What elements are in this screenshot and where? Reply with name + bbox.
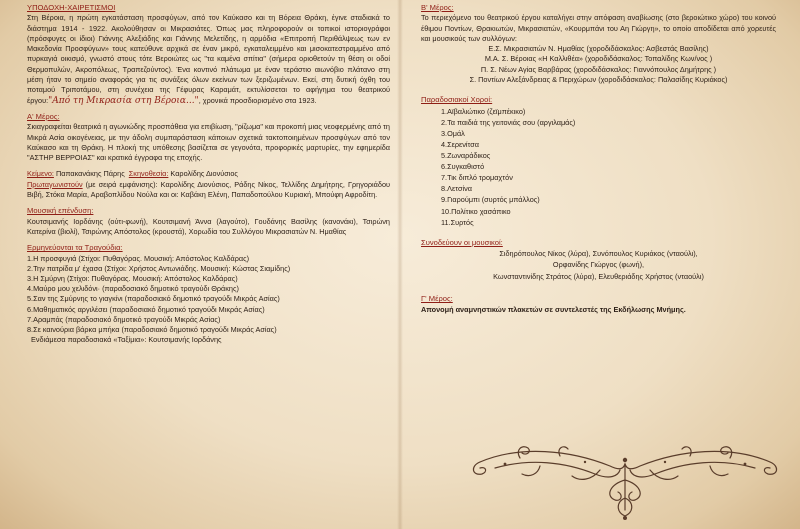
- music-text: Κουτσιμανής Ιορδάνης (ούτι-φωνή), Κουτσιμανή Άννα (λαγούτο), Γουδάνης Βασίλης (κανονάκι), Τσιρώνη Κατερίνα (βιολί), Τσιρώνης Απόστολος (κρουστά), Χορωδία του Συλλόγου Μικρασιατών Ν. Ημαθίας: [27, 216, 390, 236]
- welcome-section: [27, 3, 390, 106]
- list-item: Μ.Α. Σ. Βέροιας «Η Καλλιθέα» (χοροδιδάσκαλος: Τοπαλίδης Κων/νος ): [484, 54, 713, 64]
- credits-line: [27, 169, 390, 179]
- part-c-section: [421, 294, 776, 315]
- cast-list: (με σειρά εμφάνισης): Καρολίδης Διονύσιος, Ράδης Νίκος, Τελλίδης Δημήτρης, Γρηγοριάδου Βιβή, Στόκα Μαρία, Αραβοπλίδου Νούλα και οι: Καβάκη Ελένη, Παπαδοπούλου Κυριακή, Μπούφη Αφροδίτη.: [27, 179, 391, 200]
- welcome-text-b: , χρονικά προσδιορισμένο στα 1923.: [198, 95, 317, 105]
- dances-list: [421, 106, 776, 228]
- welcome-text-a: Στη Βέροια, η πρώτη εγκατάσταση προσφύγων, από τον Καύκασο και τη Βόρεια Θράκη, έγινε σταδιακά το διάστημα 1914 - 1922. Ακολούθησαν οι Μικρασιάτες. Όπως μας πληροφορούν οι τοπικοί ιστοριογράφοι (πρόσφυγες οι ίδιοι) Γιάννης Αλεξιάδης και Γιάννης Μελετίδης, η αρμόδια «Επιτροπή Περιθάλψεως των εν Μακεδονία Προσφύγων» τους κατεύθυνε αρχικά σε έναν μικρό, εγκαταλειμμένο και μισοκατεστραμμένο από πυρκαγιά οικισμό, γνωστό στους τότε Βεροιώτες ως "τα καμένα σπίτια" (σήμερα οριοθετούν τη θέση οι οδοί Θερμοπυλών, Ακροπόλεως, Τραπεζούντος). Ένα κοντινό πλάτωμα με έναν τεράστιο αιωνόβιο πλάτανο στη μέση ήταν το σημείο αναφοράς για τις συνάξεις όλων εκείνων των ξεριζωμένων. Εκεί, στη δυτική όχθη του ποταμού Τριποτάμου, στη συνέχεια της Γέφυρας Καραμάτ, εκτυλίσσεται το αφήγημα του θεατρικού έργου:: [27, 13, 390, 105]
- cast-line: [27, 180, 390, 201]
- list-item: Ορφανίδης Γιώργος (φωνή),: [552, 260, 645, 270]
- musicians-list: [421, 248, 776, 282]
- list-item: 3.Η Σμύρνη (Στίχοι: Πυθαγόρας. Μουσική: Απόστολος Καλδάρας): [27, 273, 238, 283]
- page-fold: [397, 0, 403, 529]
- list-item: 11.Συρτός: [441, 217, 474, 227]
- play-title-script: "Από τη Μικρασία στη Βέροια...": [48, 95, 199, 106]
- list-item: 5.Ζωναράδικος: [441, 151, 491, 161]
- list-item: 7.Τικ διπλό τρομαχτόν: [441, 173, 513, 183]
- part-b-text: Το περιεχόμενο του θεατρικού έργου καταλήγει στην απόφαση αναβίωσης (στο βεροιώτικο χώρο) του κοινού έθιμου Ποντίων, Θρακιωτών, Μικρασιατών, «Κουρμπάνι του Αη Γιώργη», το οποίο αποδίδεται από χορευτές και μουσικούς των συλλόγων:: [421, 13, 776, 43]
- list-item: 1.Η προσφυγιά (Στίχοι: Πυθαγόρας. Μουσική: Απόστολος Καλδάρας): [27, 253, 250, 263]
- groups-list: [421, 44, 776, 85]
- list-item: 4.Σερενίτσα: [441, 139, 480, 149]
- list-item: Κωνσταντινίδης Στράτος (λύρα), Ελευθεριάδης Χρήστος (νταούλι): [493, 271, 704, 281]
- credits-section: [27, 169, 390, 200]
- director-name: Καρολίδης Διονύσιος: [170, 169, 238, 179]
- songs-section: [27, 243, 390, 345]
- music-section: [27, 206, 390, 237]
- songs-heading: Ερμηνεύονται τα Τραγούδια:: [27, 243, 123, 253]
- list-item: Π. Σ. Νέων Αγίας Βαρβάρας (χοροδιδάσκαλος: Γιαννόπουλος Δημήτρης ): [480, 64, 717, 74]
- part-a-section: [27, 112, 390, 163]
- accompany-section: [421, 238, 776, 283]
- part-c-heading: Γ' Μέρος:: [421, 294, 453, 304]
- part-a-heading: Α' Μέρος:: [27, 111, 60, 121]
- list-item: 9.Γιαρούμπι (συρτός μπάλλος): [441, 195, 540, 205]
- ornamental-flourish-icon: [460, 440, 790, 522]
- cast-label: Πρωταγωνιστούν: [27, 179, 83, 189]
- list-item: 2.Τα παιδιά της γειτονιάς σου (αργιλαμάς): [441, 117, 576, 127]
- music-heading: Μουσική επένδυση:: [27, 206, 94, 216]
- list-item: 8.Λετσίνα: [441, 184, 472, 194]
- songs-list: [27, 254, 390, 346]
- part-c-text: Απονομή αναμνηστικών πλακετών σε συντελεστές της Εκδήλωσης Μνήμης.: [421, 304, 686, 314]
- list-item: 8.Σε καινούρια βάρκα μπήκα (παραδοσιακό δημοτικό τραγούδι Μικράς Ασίας): [27, 324, 277, 334]
- part-a-text: Σκιαγραφείται θεατρικά η αγωνιώδης προσπάθεια για επιβίωση, "ρίζωμα" και προκοπή μιας νεοφερμένης από τη Μικρά Ασία οικογένειας, με την άδολη συμπαράσταση κάποιων σχετικά τακτοποιημένων προσφύγων από τον Καύκασο και τη Θράκη. Η πλοκή της υπόθεσης βασίζεται σε γεγονότα, προφορικές μαρτυρίες, την εφημερίδα "ΑΣΤΗΡ ΒΕΡΡΟΙΑΣ" και κρατικά έγγραφα της εποχής.: [27, 122, 390, 163]
- right-column: [421, 3, 776, 321]
- list-item: 2.Την πατρίδα μ' έχασα (Στίχοι: Χρήστος Αντωνιάδης. Μουσική: Κώστας Σιαμίδης): [27, 263, 291, 273]
- list-item: 5.Σαν της Σμύρνης το γιαγκίνι (παραδοσιακό δημοτικό τραγούδι Μικράς Ασίας): [27, 294, 280, 304]
- text-author: Παπακανάκης Πάρης: [55, 169, 125, 179]
- director-label: Σκηνοθεσία:: [128, 169, 169, 179]
- welcome-heading: ΥΠΟΔΟΧΗ-ΧΑΙΡΕΤΙΣΜΟΙ: [27, 3, 116, 12]
- text-label: Κείμενο:: [27, 169, 54, 179]
- left-column: [27, 3, 390, 351]
- list-item: 7.Αραμπάς (παραδοσιακό δημοτικό τραγούδι Μικράς Ασίας): [27, 314, 221, 324]
- list-item: 6.Συγκαθιστό: [441, 162, 485, 172]
- list-item: Ενδιάμεσα παραδοσιακά «Ταξίμια»: Κουτσιμανής Ιορδάνης: [31, 335, 222, 345]
- dances-heading: Παραδοσιακοί Χοροί:: [421, 95, 493, 105]
- list-item: Σιδηρόπουλος Νίκος (λύρα), Συνόπουλος Κυριάκος (νταούλι),: [499, 249, 698, 258]
- welcome-text: [27, 13, 390, 106]
- list-item: 1.Αϊβαλιώτικο (ζεϊμπέκικο): [441, 106, 526, 116]
- part-b-heading: Β' Μέρος:: [421, 3, 454, 12]
- list-item: Ε.Σ. Μικρασιατών Ν. Ημαθίας (χοροδιδάσκαλος: Ασβεστάς Βασίλης): [488, 44, 709, 54]
- list-item: 3.Ομάλ: [441, 128, 465, 138]
- list-item: 10.Πολίτικο χασάπικο: [441, 206, 511, 216]
- list-item: Σ. Ποντίων Αλεξάνδρειας & Περιχώρων (χοροδιδάσκαλος: Παλασίδης Κυριάκος): [469, 75, 728, 85]
- accompany-heading: Συνοδεύουν οι μουσικοί:: [421, 237, 503, 247]
- dances-section: [421, 95, 776, 227]
- list-item: 6.Μαθηματικός αργιλέσει (παραδοσιακό δημοτικό τραγούδι Μικράς Ασίας): [27, 304, 265, 314]
- part-b-section: [421, 3, 776, 85]
- list-item: 4.Μαύρο μου χελιδόνι· (παραδοσιακό δημοτικό τραγούδι Θράκης): [27, 284, 239, 294]
